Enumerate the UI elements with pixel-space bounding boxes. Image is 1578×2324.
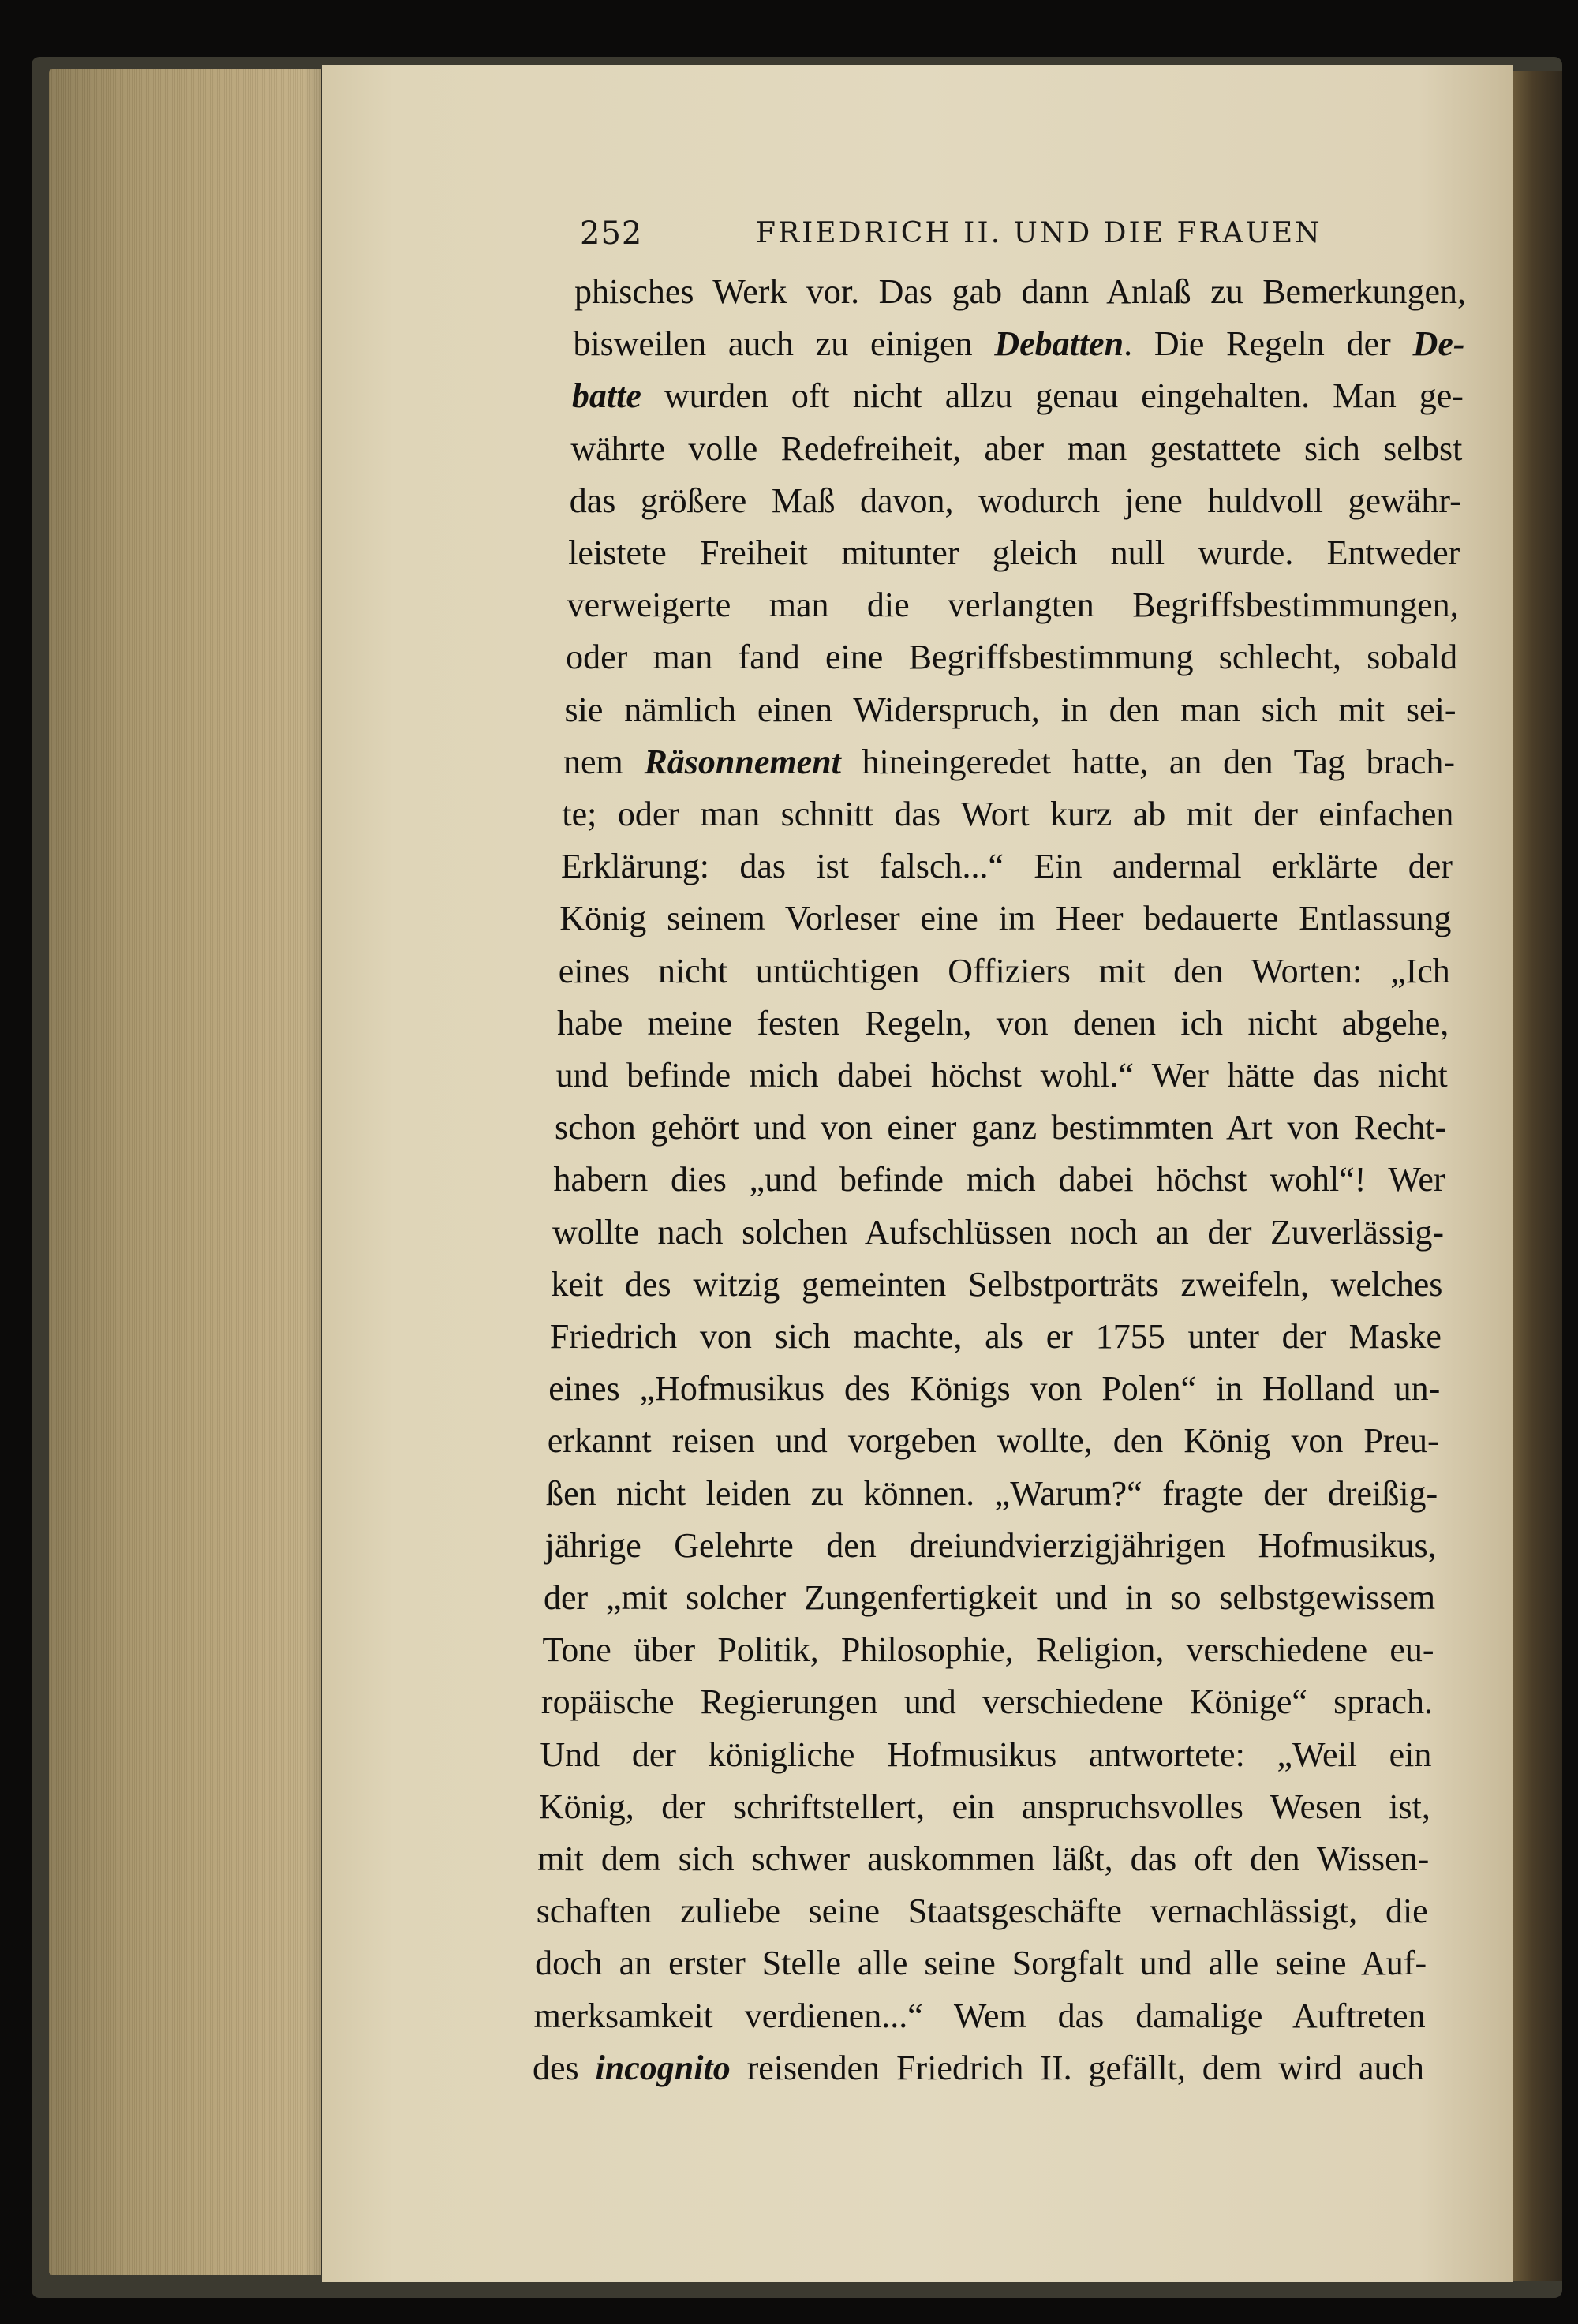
italic-word: Debatten	[994, 324, 1124, 364]
text-line: Und der königliche Hofmusikus antwortete: „Weil ein	[540, 1735, 1432, 1774]
text-line: wollte nach solchen Aufschlüssen noch an der Zuverlässig-	[552, 1212, 1444, 1252]
text-line: des incognito reisenden Friedrich II. gefällt, dem wird auch	[533, 2048, 1425, 2087]
running-head-title: FRIEDRICH II. UND DIE FRAUEN	[756, 217, 1322, 249]
text-line: Erklärung: das ist falsch...“ Ein andermal erklärte der	[560, 847, 1453, 886]
text-line: schon gehört und von einer ganz bestimmten Art von Recht-	[555, 1108, 1447, 1147]
text-line: te; oder man schnitt das Wort kurz ab mit der einfachen	[562, 795, 1454, 833]
text-line: eines „Hofmusikus des Königs von Polen“ in Holland un-	[548, 1369, 1441, 1409]
text-line: oder man fand eine Begriffsbestimmung schlecht, sobald	[566, 638, 1458, 677]
text-line: Friedrich von sich machte, als er 1755 unter der Maske	[549, 1317, 1442, 1356]
italic-word: Räsonnement	[644, 742, 841, 781]
text-line: erkannt reisen und vorgeben wollte, den König von Preu-	[547, 1421, 1439, 1461]
text-line: eines nicht untüchtigen Offiziers mit den Worten: „Ich	[558, 951, 1450, 990]
text-line: Tone über Politik, Philosophie, Religion, verschiedene eu-	[542, 1630, 1434, 1670]
text-line: merksamkeit verdienen...“ Wem das damalige Auftreten	[533, 1996, 1426, 2035]
text-line: verweigerte man die verlangten Begriffsbestimmungen,	[567, 586, 1459, 625]
text-line: währte volle Redefreiheit, aber man gestattete sich selbst	[570, 428, 1463, 468]
text-line: habe meine festen Regeln, von denen ich nicht abgehe,	[557, 1003, 1449, 1042]
page-number: 252	[580, 215, 643, 252]
text-line: ßen nicht leiden zu können. „Warum?“ fragte der dreißig-	[546, 1473, 1438, 1513]
text-line: keit des witzig gemeinten Selbstporträts zweifeln, welches	[551, 1264, 1443, 1304]
text-line: nem Räsonnement hineingeredet hatte, an den Tag brach-	[563, 742, 1455, 781]
text-line: das größere Maß davon, wodurch jene huldvoll gewähr-	[569, 481, 1461, 520]
text-line: leistete Freiheit mitunter gleich null wurde. Entweder	[568, 533, 1460, 572]
text-line: phisches Werk vor. Das gab dann Anlaß zu Bemerkungen,	[574, 272, 1466, 311]
italic-word: incognito	[595, 2048, 731, 2087]
text-line: jährige Gelehrte den dreiundvierzigjährigen Hofmusikus,	[544, 1525, 1437, 1565]
text-line: sie nämlich einen Widerspruch, in den man sich mit sei-	[564, 690, 1456, 729]
text-line: doch an erster Stelle alle seine Sorgfalt und alle seine Auf-	[535, 1944, 1427, 1983]
text-line: schaften zuliebe seine Staatsgeschäfte vernachlässigt, die	[536, 1892, 1428, 1931]
page-edges	[49, 69, 321, 2275]
text-line: und befinde mich dabei höchst wohl.“ Wer hätte das nicht	[555, 1056, 1448, 1095]
text-line: mit dem sich schwer auskommen läßt, das oft den Wissen-	[537, 1839, 1430, 1878]
text-line: König seinem Vorleser eine im Heer bedauerte Entlassung	[559, 899, 1452, 938]
text-line: ropäische Regierungen und verschiedene Könige“ sprach.	[540, 1682, 1433, 1722]
running-head	[580, 215, 1369, 263]
italic-word: batte	[571, 376, 641, 416]
text-line: bisweilen auch zu einigen Debatten. Die Regeln der De-	[573, 324, 1465, 364]
italic-word: De-	[1412, 324, 1465, 364]
text-line: habern dies „und befinde mich dabei höchst wohl“! Wer	[553, 1160, 1445, 1199]
text-line: der „mit solcher Zungenfertigkeit und in so selbstgewissem	[544, 1578, 1436, 1617]
text-line: batte wurden oft nicht allzu genau eingehalten. Man ge-	[571, 376, 1464, 416]
text-line: König, der schriftstellert, ein anspruchsvolles Wesen ist,	[538, 1787, 1430, 1826]
cover-right-edge	[1513, 71, 1562, 2281]
